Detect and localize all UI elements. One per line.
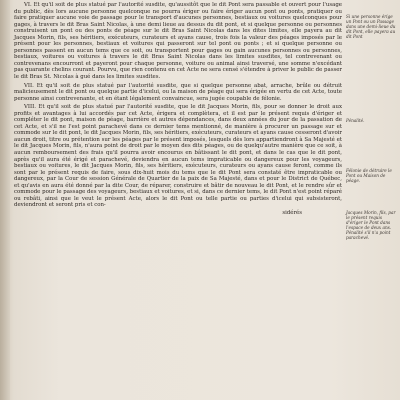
article-text: Et qu'il soit de plus statué par l'autorité susdite, que si quelque personne abat, arrache, brûle ou détruit malicieusement le dit pont ou quelque partie d'icelui, ou la maison de péage qui sera érigée en vertu de cet Acte, toute personne ainsi contrevenante, et en étant légalement convaincue, sera jugée coupable de félonie. xyxy=(14,82,343,102)
article-number: VIII. xyxy=(24,104,36,111)
article-6 xyxy=(14,2,342,81)
margin-note-penalty: Pénalité. xyxy=(346,118,365,123)
article-text: Et qu'il soit de plus statué par l'autorité susdite, que le dit Jacques Morin, fils, pour se donner le droit aux profits et avantages à lui accordés par cet Acte, érigera et complètera, et il est par le présent requis d'ériger et compléter le dit pont, maison de péage, barrière et autres dépendances, dans deux années du jour de la passation de cet Acte, et s'il ne l'est point parachevé dans ce dernier tems mentionné, de manière à procurer un passage sur et commode sur le dit pont, le dit Jacques Morin, fils, ses héritiers, exécuteurs, curateurs et ayans cause cesseront d'avoir aucun droit, titre ou prétention sur les péages par le présent imposés, lesquels dès lors appartiendront à Sa Majesté et le dit Jacques Morin, fils, n'aura point de droit par le moyen des dits péages, ou de quelqu'autre manière que ce soit, à aucun remboursement des frais qu'il pourra avoir encourus en bâtissant le dit pont, et dans le cas que le dit pont, après qu'il aura été érigé et parachevé, deviendra en aucun tems impraticable ou dangereux pour les voyageurs, bestiaux ou voitures, le dit Jacques Morin, fils, ses héritiers, exécuteurs, curateurs ou ayans cause feront, comme ils sont par le présent requis de faire, sous dix-huit mois du tems que le dit Pont sera constaté être impraticable ou dangereux, par la Cour de session Générale de Quartier de la paix de Sa Majesté, dans et pour le District de Québec, et qu'avis en aura été donné par la dite Cour, de réparer, construire et bâtir de nouveau le dit Pont, et le rendre sûr et commode pour le passage des voyageurs, bestiaux et voitures, et si, dans ce dernier tems, le dit Pont n'est point réparé ou rebâti, ainsi que le veut le présent Acte, alors le dit Pont ou telle partie ou parties d'icelui qui subsisteront, deviendront et seront pris et con- xyxy=(14,104,342,209)
article-8 xyxy=(14,104,342,209)
margin-note-construction: Jacques Morin, fils, par le présent requis d'ériger le Pont dans l'espace de deux ans. Pénalité s'il n'a point parachevé. xyxy=(346,210,396,241)
binding-gutter xyxy=(0,0,10,400)
article-text: Et qu'il soit de plus statué par l'autorité susdite, qu'aussitôt que le dit Pont sera passable et ouvert pour l'usage du public, dès lors aucune personne quelconque ne pourra ériger ou faire ériger aucun pont ou ponts, pratiquer ou faire pratiquer aucune voie de passage pour le transport d'aucunes personnes, bestiaux ou voitures quelconques pour gages, à travers le dit Bras Saint Nicolas, à une demi lieue au dessus du dit pont, et si quelque personne ou personnes construisent un pont ou des ponts de péage sur le dit Bras Saint Nicolas dans les dites limites, elle payera au dit Jacques Morin, fils, ses héritiers, exécuteurs, curateurs et ayans cause, trois fois la valeur des péages imposés par le présent pour les personnes, bestiaux et voitures qui passeront sur tel pont ou ponts ; et si quelque personne ou personnes passent en aucun tems que ce soit, ou transportent pour gages ou gain aucunes personnes ou personnes, bestiaux, voitures ou voitures à travers le dit Bras Saint Nicolas dans les limites susdites, tel contrevenant ou contrevenans encourront et payeront pour chaque personne, voiture ou animal ainsi traversé, une somme n'excédant pas quarante chelins courant. Pourvu, que rien contenu en cet Acte ne sera censé s'étendre à priver le public de passer le dit Bras St. Nicolas à gué dans les limites susdites. xyxy=(14,2,342,81)
margin-note-bridge: Si une personne érige un Pont ou un Passage dans une demi-lieue du dit Pont, elle payera au dit Pont xyxy=(346,14,396,40)
catchword: sidérés xyxy=(282,209,302,216)
article-number: VI. xyxy=(24,2,32,8)
margin-note-felony: Félonie de détruire le Pont ou Maison de péage. xyxy=(346,168,392,184)
main-text-column xyxy=(14,2,342,217)
article-number: VII. xyxy=(24,82,34,89)
article-7 xyxy=(14,83,342,103)
